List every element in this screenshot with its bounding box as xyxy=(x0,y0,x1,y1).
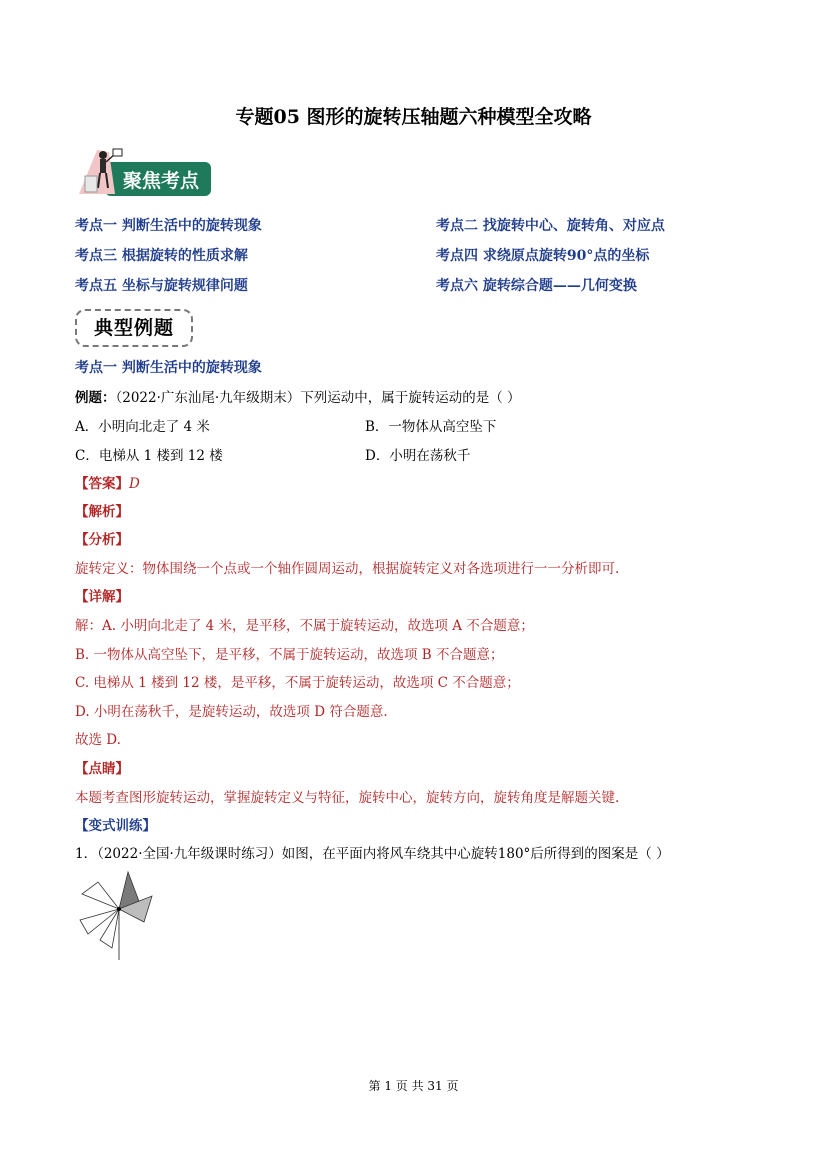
xiangjie-conclusion: 故选 D. xyxy=(75,732,121,748)
example-label: 例题： xyxy=(75,390,116,406)
xiangjie-line: C. 电梯从 1 楼到 12 楼，是平移，不属于旋转运动，故选项 C 不合题意； xyxy=(75,675,520,691)
fenxi-text: 旋转定义：物体围绕一个点或一个轴作圆周运动，根据旋转定义对各选项进行一一分析即可. xyxy=(75,561,620,577)
xiangjie-label: 【详解】 xyxy=(75,589,129,605)
answer-label: 【答案】 xyxy=(75,476,129,492)
page-footer: 第 1 页 共 31 页 xyxy=(368,1079,459,1093)
option-d: D．小明在荡秋千 xyxy=(365,448,471,464)
kaodian-item: 考点六 旋转综合题——几何变换 xyxy=(436,278,637,294)
section-kaodian: 考点一 判断生活中的旋转现象 xyxy=(75,360,262,376)
answer-value: D xyxy=(129,476,140,492)
question-1: 1．（2022·全国·九年级课时练习）如图，在平面内将风车绕其中心旋转180°后所得到的图案是（ ） xyxy=(75,846,670,862)
badge-label: 聚焦考点 xyxy=(122,170,200,192)
option-a: A．小明向北走了 4 米 xyxy=(75,419,210,435)
option-b: B．一物体从高空坠下 xyxy=(365,419,497,435)
section-label: 典型例题 xyxy=(75,309,193,347)
option-c: C．电梯从 1 楼到 12 楼 xyxy=(75,448,223,464)
bianshi-label: 【变式训练】 xyxy=(75,818,156,834)
pinwheel-figure xyxy=(78,868,164,960)
kaodian-item: 考点一 判断生活中的旋转现象 xyxy=(75,218,262,234)
answer-line xyxy=(75,472,140,492)
kaodian-item: 考点四 求绕原点旋转90°点的坐标 xyxy=(436,248,650,264)
kaodian-item: 考点二 找旋转中心、旋转角、对应点 xyxy=(436,218,665,234)
example-text: （2022·广东汕尾·九年级期末）下列运动中，属于旋转运动的是（ ） xyxy=(115,390,521,406)
xiangjie-line: 解：A. 小明向北走了 4 米，是平移，不属于旋转运动，故选项 A 不合题意； xyxy=(75,618,534,634)
focus-badge xyxy=(75,146,213,198)
jiexi-label: 【解析】 xyxy=(75,504,129,520)
fenxi-label: 【分析】 xyxy=(75,532,129,548)
xiangjie-line: D. 小明在荡秋千，是旋转运动，故选项 D 符合题意. xyxy=(75,704,388,720)
teacher-figure-icon xyxy=(75,146,213,198)
example-question xyxy=(75,386,520,406)
dianjing-text: 本题考查图形旋转运动，掌握旋转定义与特征，旋转中心，旋转方向，旋转角度是解题关键. xyxy=(75,790,620,806)
page-title: 专题05 图形的旋转压轴题六种模型全攻略 xyxy=(235,106,592,128)
kaodian-item: 考点三 根据旋转的性质求解 xyxy=(75,248,248,264)
dianjing-label: 【点睛】 xyxy=(75,761,129,777)
kaodian-item: 考点五 坐标与旋转规律问题 xyxy=(75,278,248,294)
xiangjie-line: B. 一物体从高空坠下，是平移，不属于旋转运动，故选项 B 不合题意； xyxy=(75,647,504,663)
